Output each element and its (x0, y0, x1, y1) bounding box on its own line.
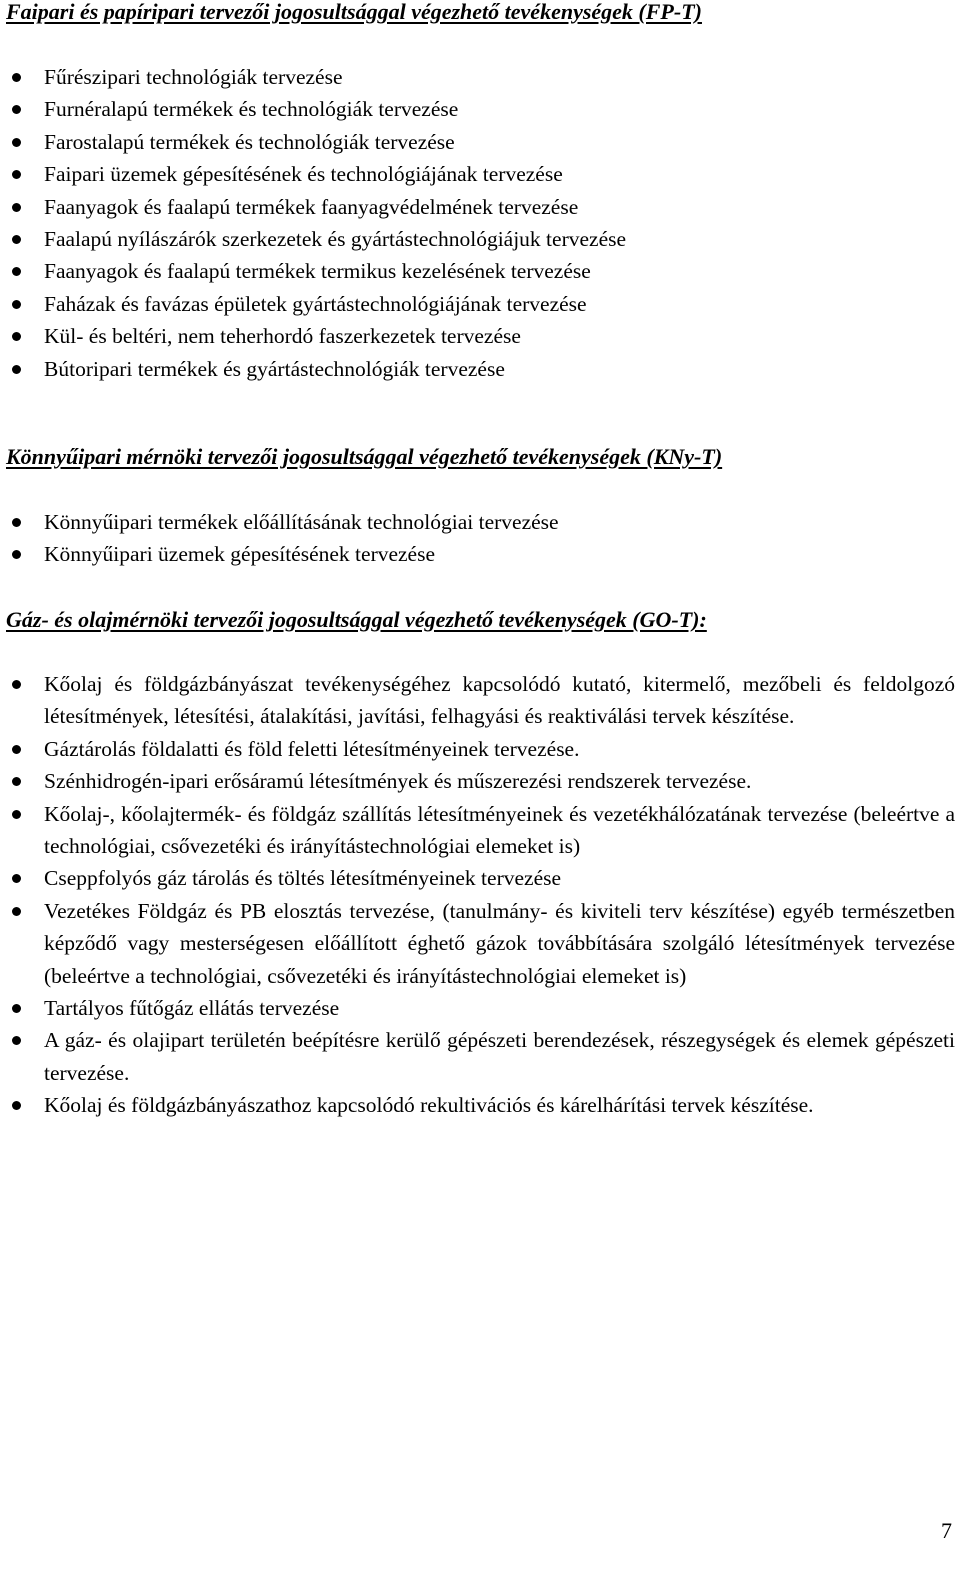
list-item: Vezetékes Földgáz és PB elosztás tervezése, (tanulmány- és kiviteli terv készítése) egyéb természetben képződő vagy mesterségesen előállított éghető gázok továbbítására szolgáló létesítmények tervezése (beleértve a technológiai, csővezetéki és irányítástechnológiai elemeket is) (0, 895, 960, 992)
list-item: Cseppfolyós gáz tárolás és töltés létesítményeinek tervezése (0, 862, 960, 894)
list-item: Kőolaj és földgázbányászathoz kapcsolódó rekultivációs és kárelhárítási tervek készítése. (0, 1089, 960, 1121)
list-item: Gáztárolás földalatti és föld feletti létesítményeinek tervezése. (0, 733, 960, 765)
list-item: Szénhidrogén-ipari erősáramú létesítmények és műszerezési rendszerek tervezése. (0, 765, 960, 797)
bullet-icon (12, 907, 21, 916)
list-item: Kőolaj-, kőolajtermék- és földgáz szállítás létesítményeinek és vezetékhálózatának tervezése (beleértve a technológiai, csővezetéki és irányítástechnológiai elemeket is) (0, 798, 960, 863)
list-item: Könnyűipari termékek előállításának technológiai tervezése (0, 506, 960, 538)
bullet-icon (12, 105, 21, 114)
list-item: Kőolaj és földgázbányászat tevékenységéhez kapcsolódó kutató, kitermelő, mezőbeli és feldolgozó létesítmények, létesítési, átalakítási, javítási, felhagyási és reaktiválási tervek készítése. (0, 668, 960, 733)
list-item: Faalapú nyílászárók szerkezetek és gyártástechnológiájuk tervezése (0, 223, 960, 255)
list-item: Tartályos fűtőgáz ellátás tervezése (0, 992, 960, 1024)
list-item: Faanyagok és faalapú termékek termikus kezelésének tervezése (0, 255, 960, 287)
list-item: Kül- és beltéri, nem teherhordó faszerkezetek tervezése (0, 320, 960, 352)
section-list-fp-t (0, 61, 960, 385)
section-list-go-t (0, 668, 960, 1122)
bullet-icon (12, 267, 21, 276)
list-item: Fűrészipari technológiák tervezése (0, 61, 960, 93)
bullet-icon (12, 745, 21, 754)
bullet-icon (12, 777, 21, 786)
bullet-icon (12, 1101, 21, 1110)
bullet-icon (12, 518, 21, 527)
section-heading-fp-t: Faipari és papíripari tervezői jogosultsággal végezhető tevékenységek (FP-T) (6, 0, 702, 24)
bullet-icon (12, 332, 21, 341)
list-item: A gáz- és olajipart területén beépítésre kerülő gépészeti berendezések, részegységek és elemek gépészeti tervezése. (0, 1024, 960, 1089)
list-item: Könnyűipari üzemek gépesítésének tervezése (0, 538, 960, 570)
bullet-icon (12, 170, 21, 179)
list-item: Faanyagok és faalapú termékek faanyagvédelmének tervezése (0, 191, 960, 223)
bullet-icon (12, 1036, 21, 1045)
bullet-icon (12, 1004, 21, 1013)
page-number: 7 (941, 1518, 952, 1543)
list-item: Farostalapú termékek és technológiák tervezése (0, 126, 960, 158)
bullet-icon (12, 235, 21, 244)
list-item: Faipari üzemek gépesítésének és technológiájának tervezése (0, 158, 960, 190)
bullet-icon (12, 300, 21, 309)
section-heading-kny-t: Könnyűipari mérnöki tervezői jogosultsággal végezhető tevékenységek (KNy-T) (6, 444, 723, 469)
bullet-icon (12, 550, 21, 559)
section-heading-go-t: Gáz- és olajmérnöki tervezői jogosultsággal végezhető tevékenységek (GO-T): (6, 607, 707, 632)
list-item: Faházak és favázas épületek gyártástechnológiájának tervezése (0, 288, 960, 320)
bullet-icon (12, 203, 21, 212)
list-item: Furnéralapú termékek és technológiák tervezése (0, 93, 960, 125)
bullet-icon (12, 73, 21, 82)
bullet-icon (12, 365, 21, 374)
bullet-icon (12, 874, 21, 883)
list-item: Bútoripari termékek és gyártástechnológiák tervezése (0, 353, 960, 385)
section-list-kny-t (0, 506, 960, 571)
bullet-icon (12, 810, 21, 819)
bullet-icon (12, 680, 21, 689)
bullet-icon (12, 138, 21, 147)
